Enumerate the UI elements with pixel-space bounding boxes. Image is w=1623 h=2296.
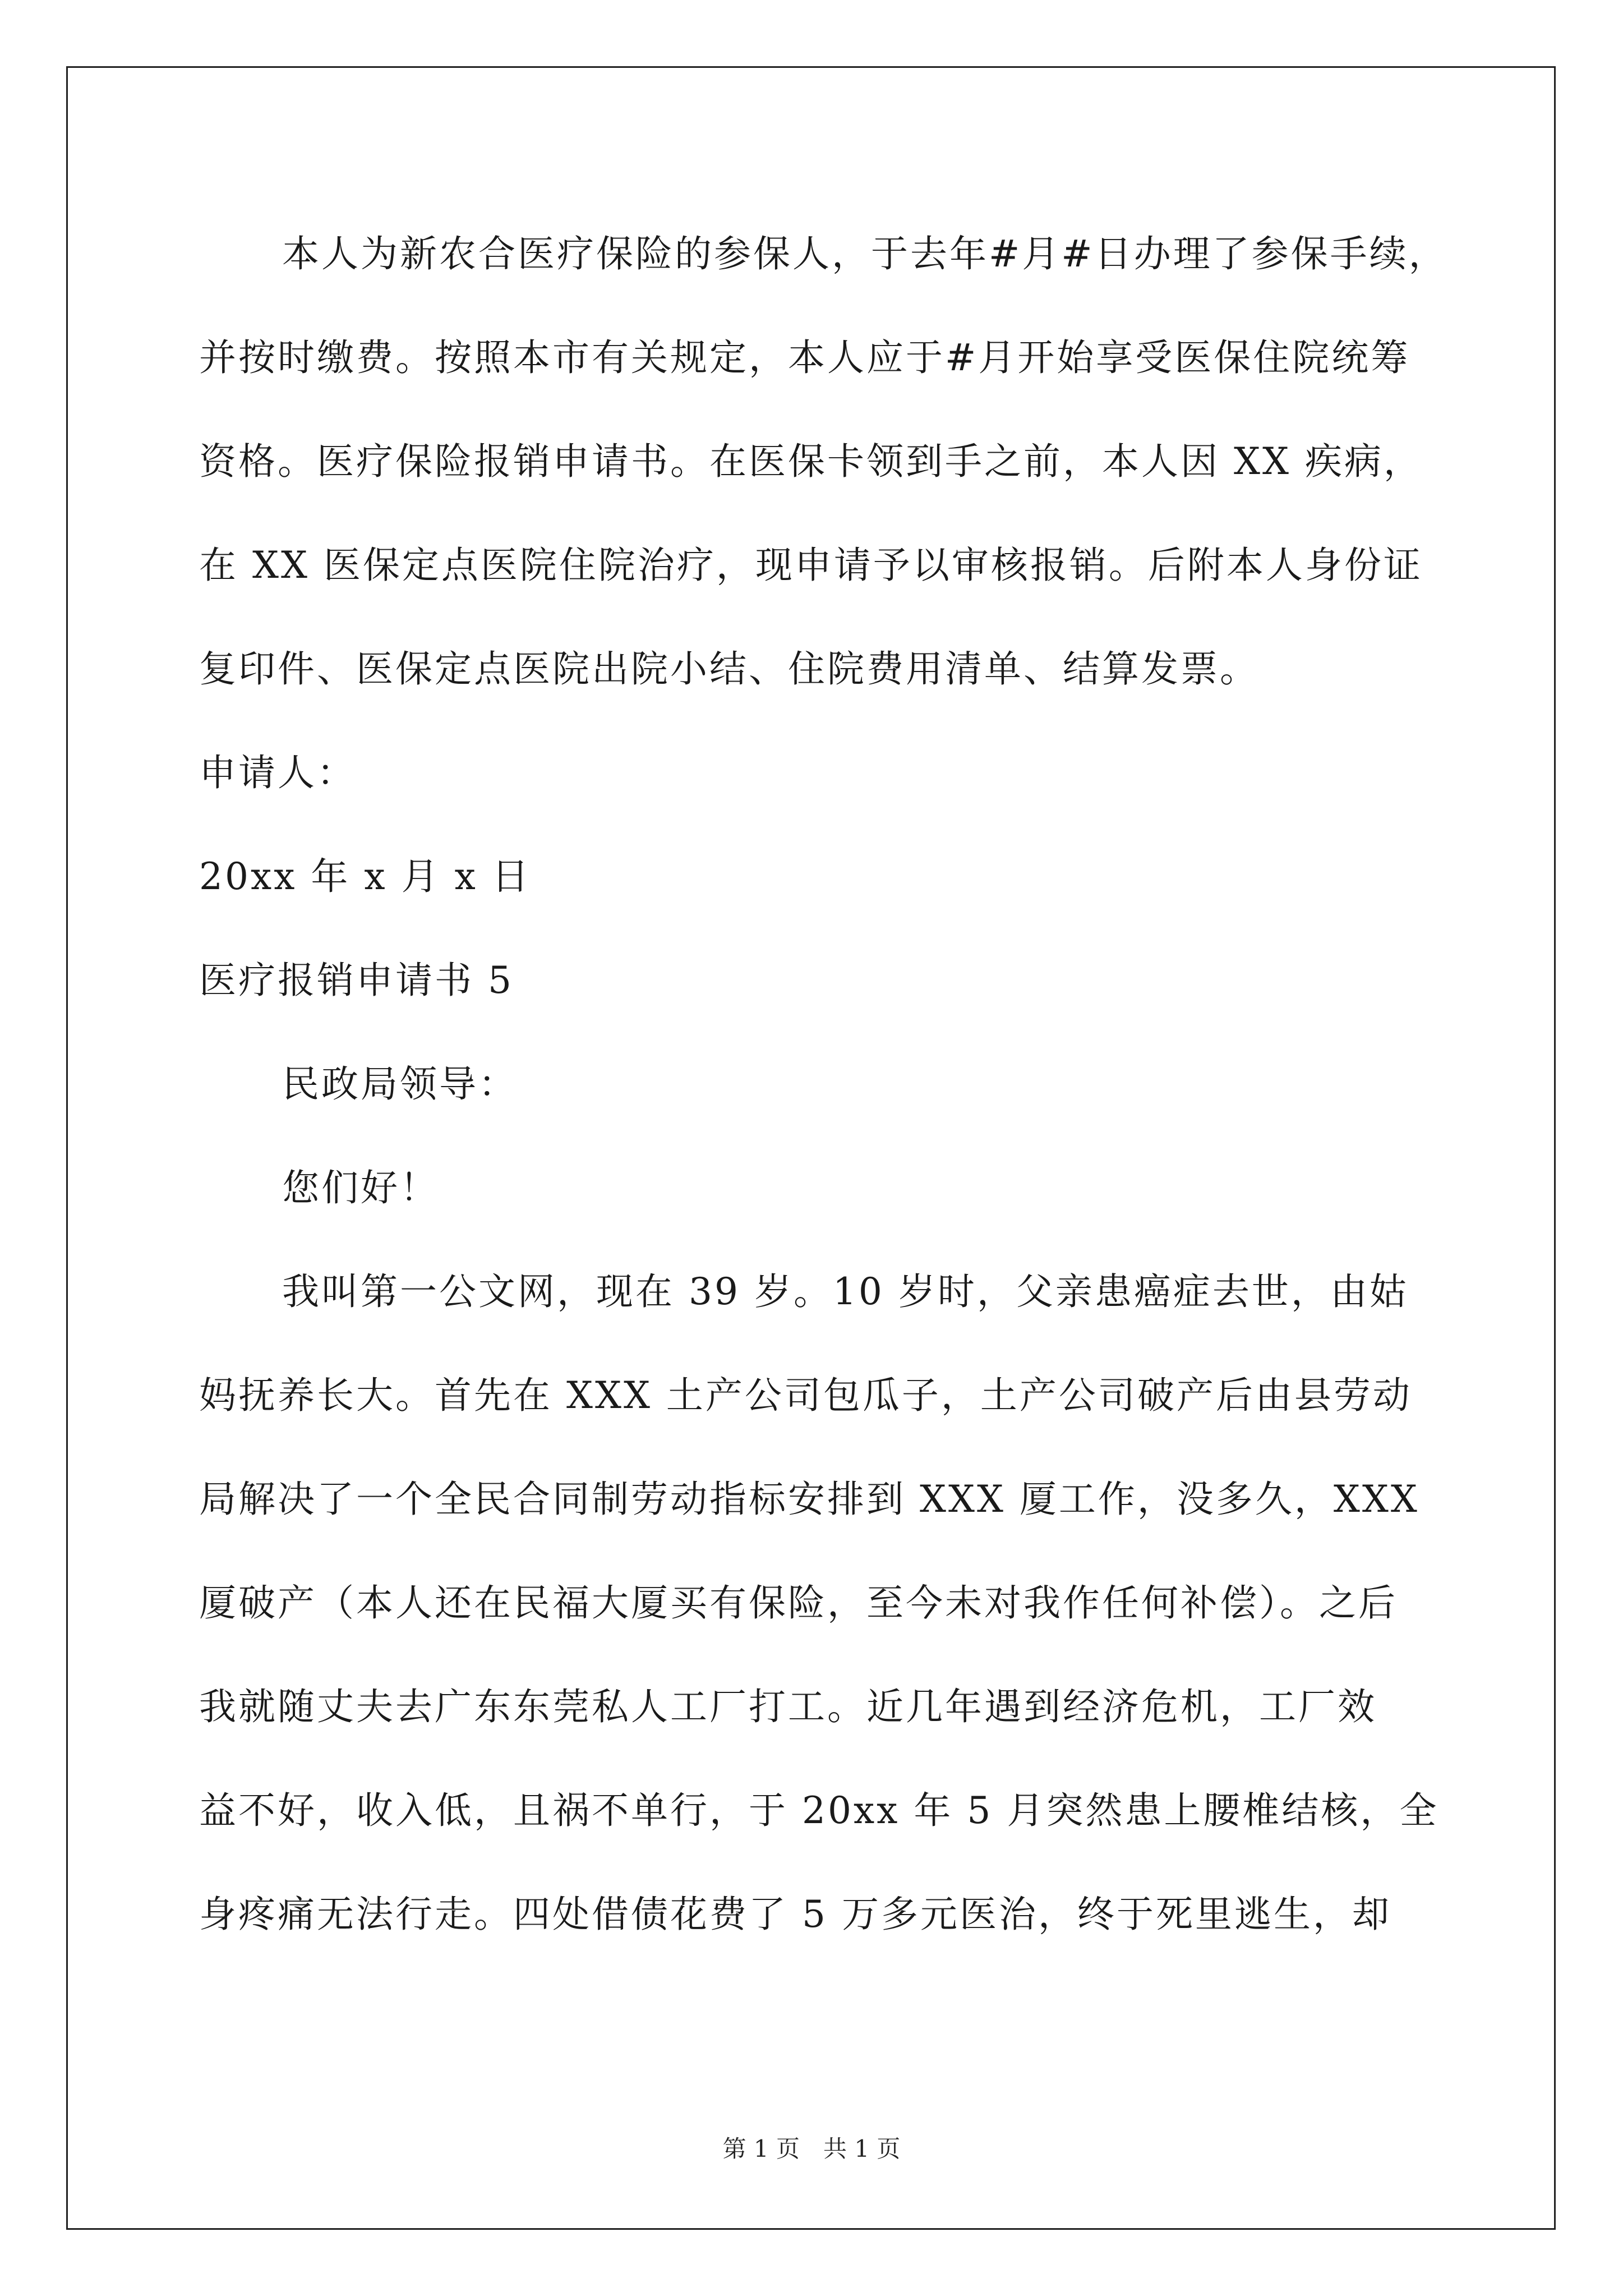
date-line: 20xx 年 x 月 x 日	[199, 855, 531, 898]
paragraph-line: 资格。医疗保险报销申请书。在医保卡领到手之前，本人因 XX 疾病，	[199, 440, 1423, 483]
paragraph-line: 益不好，收入低，且祸不单行，于 20xx 年 5 月突然患上腰椎结核，全	[199, 1789, 1439, 1832]
paragraph-line: 局解决了一个全民合同制劳动指标安排到 XXX 厦工作，没多久，XXX	[199, 1478, 1419, 1521]
paragraph-line: 厦破产（本人还在民福大厦买有保险，至今未对我作任何补偿）。之后	[199, 1581, 1398, 1625]
paragraph-line: 妈抚养长大。首先在 XXX 土产公司包瓜子，土产公司破产后由县劳动	[199, 1374, 1412, 1417]
paragraph-line: 并按时缴费。按照本市有关规定，本人应于#月开始享受医保住院统筹	[199, 336, 1410, 379]
section-title: 医疗报销申请书 5	[199, 959, 514, 1002]
applicant-label: 申请人：	[199, 751, 356, 794]
greeting: 您们好！	[282, 1166, 439, 1209]
paragraph-line: 我叫第一公文网，现在 39 岁。10 岁时，父亲患癌症去世，由姑	[282, 1270, 1409, 1313]
salutation: 民政局领导：	[282, 1062, 518, 1106]
paragraph-line: 在 XX 医保定点医院住院治疗，现申请予以审核报销。后附本人身份证	[199, 544, 1423, 587]
paragraph-line: 本人为新农合医疗保险的参保人，于去年#月#日办理了参保手续，	[282, 232, 1448, 275]
paragraph-line: 身疼痛无法行走。四处借债花费了 5 万多元医治，终于死里逃生，却	[199, 1893, 1391, 1936]
page-footer: 第 1 页 共 1 页	[722, 2135, 901, 2162]
document-body	[199, 202, 1448, 1966]
paragraph-line: 复印件、医保定点医院出院小结、住院费用清单、结算发票。	[199, 647, 1259, 691]
paragraph-line: 我就随丈夫去广东东莞私人工厂打工。近几年遇到经济危机，工厂效	[199, 1685, 1377, 1728]
